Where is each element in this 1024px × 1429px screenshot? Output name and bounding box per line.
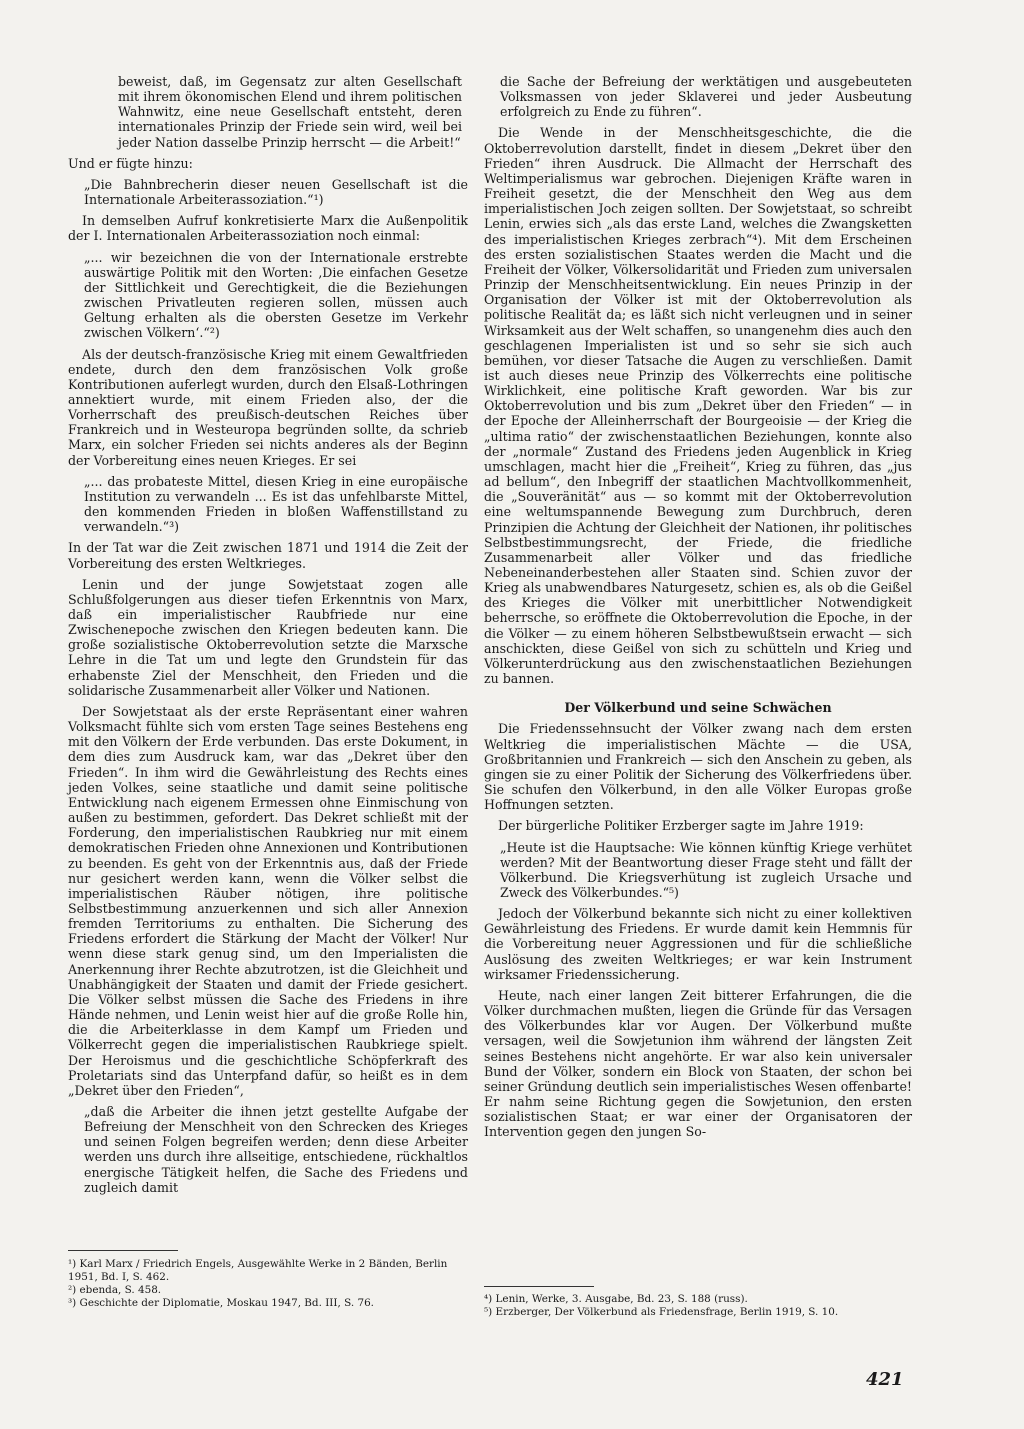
paragraph: Lenin und der junge Sowjetstaat zogen alle Schlußfolgerungen aus dieser tiefen Erkenntnis von Marx, daß ein imperialistischer Raubfriede nur eine Zwischenepoche zwischen den Kriegen bedeuten kann. Die große sozialistische Oktoberrevolution setzte die Marxsche Lehre in die Tat um und legte den Grundstein für das erhabenste Ziel der Menschheit, den Frieden und die solidarische Zusammenarbeit aller Völker und Nationen. <box>68 576 468 698</box>
paragraph: Heute, nach einer langen Zeit bitterer Erfahrungen, die die Völker durchmachen mußten, liegen die Gründe für das Versagen des Völkerbundes klar vor Augen. Der Völkerbund mußte versagen, weil die Sowjetunion ihm während der längsten Zeit seines Bestehens nicht angehörte. Er war also kein universaler Bund der Völker, sondern ein Block von Staaten, der schon bei seiner Gründung deutlich sein imperialistisches Wesen offenbarte! Er nahm seine Richtung gegen die Sowjetunion, den ersten sozialistischen Staat; er war einer der Organisatoren der Intervention gegen den jungen So- <box>484 987 912 1140</box>
paragraph: Als der deutsch-französische Krieg mit einem Gewaltfrieden endete, durch den dem französischen Volk große Kontributionen auferlegt wurden, durch den Elsaß-Lothringen annektiert wurde, mit einem Frieden also, der die Vorherrschaft des preußisch-deutschen Reiches über Frankreich und in Westeuropa begründen sollte, da schrieb Marx, ein solcher Frieden sei nichts anderes als der Beginn der Vorbereitung eines neuen Krieges. Er sei <box>68 346 468 468</box>
page-number: 421 <box>866 1369 904 1390</box>
right-column-part-2 <box>484 721 912 1139</box>
footnote: ⁵) Erzberger, Der Völkerbund als Friedensfrage, Berlin 1919, S. 10. <box>484 1306 839 1318</box>
left-column <box>68 74 468 1201</box>
paragraph: Und er fügte hinzu: <box>68 155 193 171</box>
paragraph: Jedoch der Völkerbund bekannte sich nicht zu einer kollektiven Gewährleistung des Friedens. Er wurde damit kein Hemmnis für die Vorbereitung neuer Aggressionen und für die schließliche Auslösung des zweiten Weltkrieges; er war kein Instrument wirksamer Friedenssicherung. <box>484 906 912 982</box>
footnote: ¹) Karl Marx / Friedrich Engels, Ausgewählte Werke in 2 Bänden, Berlin 1951, Bd. I, S. 462. <box>68 1258 448 1283</box>
block-quote: „Heute ist die Hauptsache: Wie können künftig Kriege verhütet werden? Mit der Beantwortung dieser Frage steht und fällt der Völkerbund. Die Kriegsverhütung ist zugleich Ursache und Zweck des Völkerbundes.“⁵) <box>500 839 912 900</box>
footnote-rule-right <box>484 1286 594 1287</box>
paragraph: Der bürgerliche Politiker Erzberger sagte im Jahre 1919: <box>498 818 864 834</box>
paragraph: Die Friedenssehnsucht der Völker zwang nach dem ersten Weltkrieg die imperialistischen Mächte — die USA, Großbritannien und Frankreich — sich den Anschein zu geben, als gingen sie zu einer Politik der Sicherung des Völkerfriedens über. Sie schufen den Völkerbund, in den alle Völker Europas große Hoffnungen setzten. <box>484 721 912 813</box>
block-quote: beweist, daß, im Gegensatz zur alten Gesellschaft mit ihrem ökonomischen Elend und ihrem politischen Wahnwitz, eine neue Gesellschaft entsteht, deren internationales Prinzip der Friede sein wird, weil bei jeder Nation dasselbe Prinzip herrscht — die Arbeit!“ <box>118 74 462 150</box>
block-quote: „Die Bahnbrecherin dieser neuen Gesellschaft ist die Internationale Arbeiterassoziation.“¹) <box>84 176 468 208</box>
footnotes-right <box>484 1293 912 1319</box>
footnote: ³) Geschichte der Diplomatie, Moskau 1947, Bd. III, S. 76. <box>68 1297 374 1309</box>
paragraph: In der Tat war die Zeit zwischen 1871 und 1914 die Zeit der Vorbereitung des ersten Weltkrieges. <box>68 540 468 571</box>
right-column <box>484 74 912 1145</box>
footnote: ²) ebenda, S. 458. <box>68 1284 162 1296</box>
block-quote: „... das probateste Mittel, diesen Krieg in eine europäische Institution zu verwandeln ... Es ist das unfehlbarste Mittel, den kommenden Frieden in bloßen Waffenstillstand zu verwandeln.“³) <box>84 473 468 535</box>
paragraph: Die Wende in der Menschheitsgeschichte, die die Oktoberrevolution darstellt, findet in diesem „Dekret über den Frieden“ ihren Ausdruck. Die Allmacht der Herrschaft des Weltimperialismus war gebrochen. Diejenigen Kräfte waren in Freiheit gesetzt, die der Menschheit den Weg aus dem imperialistischen Joch zeigen sollten. Der Sowjetstaat, so schreibt Lenin, erwies sich „als das erste Land, welches die Zwangsketten des imperialistischen Krieges zerbrach“⁴). Mit dem Erscheinen des ersten sozialistischen Staates werden die Macht und die Freiheit der Völker, Völkersolidarität und Frieden zum universalen Prinzip der Menschheitsentwicklung. Ein neues Prinzip in der Organisation der Völker ist mit der Oktoberrevolution als politische Realität da; es läßt sich nicht verleugnen und in seiner Wirksamkeit aus der Welt schaffen, so unangenehm dies auch den geschlagenen Imperialisten ist und so sehr sie sich auch bemühen, vor dieser Tatsache die Augen zu verschließen. Damit ist auch dieses neue Prinzip des Völkerrechts eine politische Wirklichkeit, eine politische Kraft geworden. War bis zur Oktoberrevolution und bis zum „Dekret über den Frieden“ — in der Epoche der Alleinherrschaft der Bourgeoisie — der Krieg die „ultima ratio“ der zwischenstaatlichen Beziehungen, konnte also der „normale“ Zustand des Friedens jeden Augenblick in Krieg umschlagen, macht hier die „Freiheit“, Krieg zu führen, das „jus ad bellum“, den Inbegriff der staatlichen Machtvollkommenheit, die „Souveränität“ aus — so kommt mit der Oktoberrevolution eine weltumspannende Bewegung zum Durchbruch, deren Prinzipien die Achtung der Gleichheit der Nationen, ihr politisches Selbstbestimmungsrecht, der Friede, die friedliche Zusammenarbeit aller Völker und das friedliche Nebeneinanderbestehen aller Staaten sind. Schien zuvor der Krieg als unabwendbares Naturgesetz, schien es, als ob die Geißel des Krieges die Völker mit unerbittlicher Notwendigkeit beherrsche, so eröffnete die Oktoberrevolution die Epoche, in der die Völker — zu einem höheren Selbstbewußtsein erwacht — sich anschickten, diese Geißel von sich zu schütteln und Krieg und Völkerunterdrückung aus den zwischenstaatlichen Beziehungen zu bannen. <box>484 125 912 687</box>
block-quote: „... wir bezeichnen die von der Internationale erstrebte auswärtige Politik mit den Worten: ‚Die einfachen Gesetze der Sittlichkeit und Gerechtigkeit, die die Beziehungen zwischen Privatleuten regieren sollen, müssen auch Geltung erhalten als die obersten Gesetze im Verkehr zwischen Völkern‘.“²) <box>84 249 468 341</box>
block-quote: die Sache der Befreiung der werktätigen und ausgebeuteten Volksmassen von jeder Sklaverei und jeder Ausbeutung erfolgreich zu Ende zu führen“. <box>500 74 912 120</box>
footnotes-left <box>68 1258 468 1310</box>
footnote: ⁴) Lenin, Werke, 3. Ausgabe, Bd. 23, S. 188 (russ). <box>484 1293 748 1305</box>
right-column-part-1 <box>484 74 912 686</box>
block-quote: „daß die Arbeiter die ihnen jetzt gestellte Aufgabe der Befreiung der Menschheit von den Schrecken des Krieges und seinen Folgen begreifen werden; denn diese Arbeiter werden uns durch ihre allseitige, entschiedene, rückhaltlos energische Tätigkeit helfen, die Sache des Friedens und zugleich damit <box>84 1104 468 1195</box>
paragraph: Der Sowjetstaat als der erste Repräsentant einer wahren Volksmacht fühlte sich vom ersten Tage seines Bestehens eng mit den Völkern der Erde verbunden. Das erste Dokument, in dem dies zum Ausdruck kam, war das „Dekret über den Frieden“. In ihm wird die Gewährleistung des Rechts eines jeden Volkes, seine staatliche und damit seine politische Entwicklung nach eigenem Ermessen ohne Einmischung von außen zu bestimmen, gefordert. Das Dekret schließt mit der Forderung, den imperialistischen Raubkrieg nur mit einem demokratischen Frieden ohne Annexionen und Kontributionen zu beenden. Es geht von der Erkenntnis aus, daß der Friede nur gesichert werden kann, wenn die Völker selbst die imperialistischen Räuber nötigen, ihre politische Selbstbestimmung anzuerkennen und sich aller Annexion fremden Territoriums zu enthalten. Die Sicherung des Friedens erfordert die Stärkung der Macht der Völker! Nur wenn diese stark genug sind, um den Imperialisten die Anerkennung ihrer Rechte abzutrotzen, ist die Gleichheit und Unabhängigkeit der Staaten und damit der Friede gesichert. Die Völker selbst müssen die Sache des Friedens in ihre Hände nehmen, und Lenin weist hier auf die große Rolle hin, die die Arbeiterklasse in dem Kampf um Frieden und Völkerrecht gegen die imperialistischen Raubkriege spielt. Der Heroismus und die geschichtliche Schöpferkraft des Proletariats sind das Unterpfand dafür, so heißt es in dem „Dekret über den Frieden“, <box>68 703 468 1098</box>
section-heading: Der Völkerbund und seine Schwächen <box>564 700 832 716</box>
footnote-rule-left <box>68 1250 178 1251</box>
paragraph: In demselben Aufruf konkretisierte Marx die Außenpolitik der I. Internationalen Arbeiterassoziation noch einmal: <box>68 213 468 244</box>
